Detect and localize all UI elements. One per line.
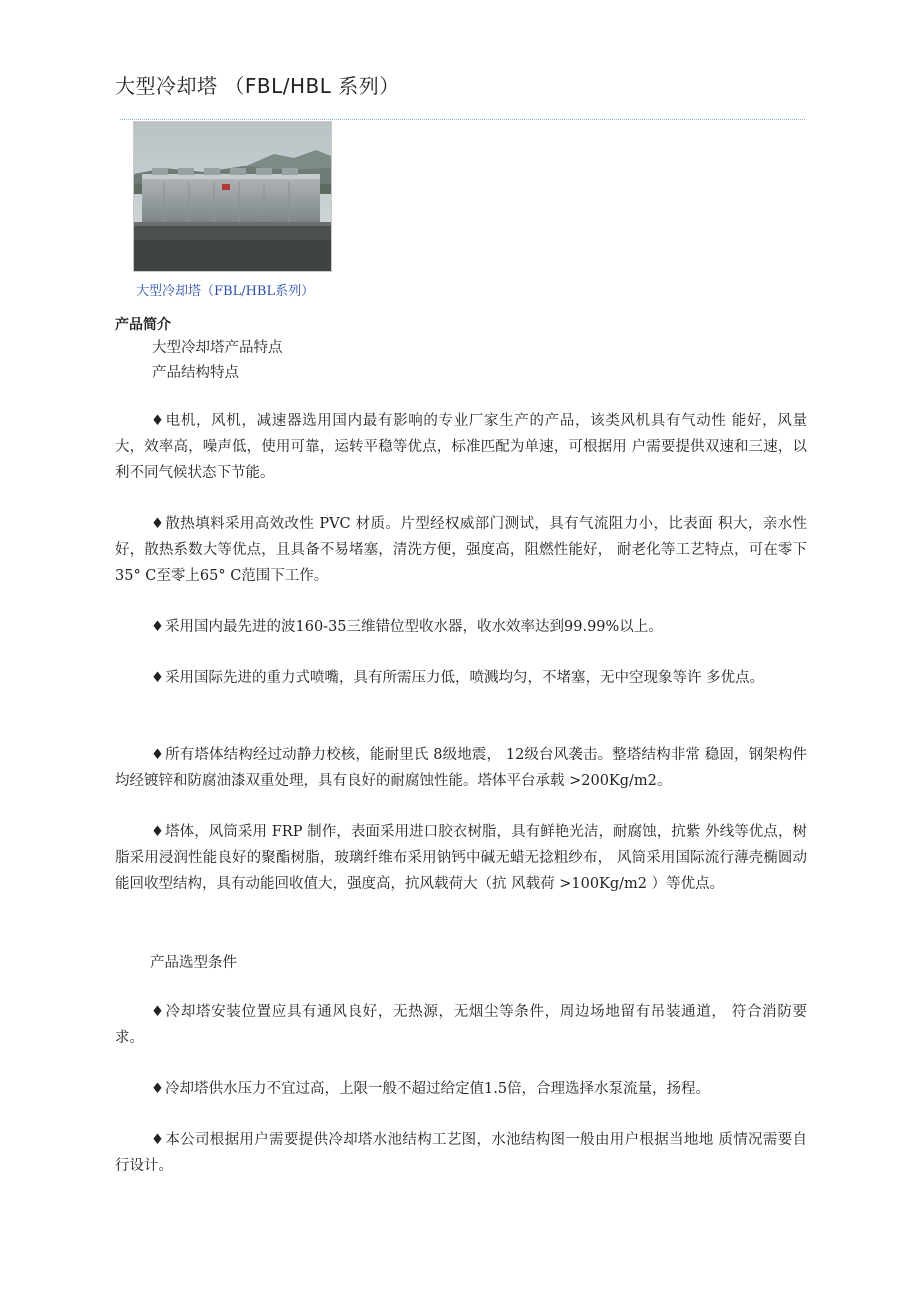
selection-paragraph [115, 1127, 807, 1179]
feature-paragraph [115, 819, 807, 897]
feature-paragraph [115, 614, 807, 640]
feature-paragraph [115, 511, 807, 589]
selection-paragraph [115, 1076, 807, 1102]
feature-paragraph [115, 742, 807, 794]
title-divider [120, 119, 805, 120]
feature-text: 采用国际先进的重力式喷嘴，具有所需压力低，喷溅均匀，不堵塞，无中空现象等许 多优点。 [165, 670, 765, 686]
selection-paragraph [115, 999, 807, 1051]
feature-text: 电机，风机，减速器选用国内最有影响的专业厂家生产的产品，该类风机具有气动性 能好，风量大，效率高，噪声低，使用可靠，运转平稳等优点，标准匹配为单速，可根据用 户需要提供双速和三速，以利不同气候状态下节能。 [115, 413, 808, 481]
feature-paragraph [115, 408, 807, 486]
bullet-icon: ♦ [151, 824, 165, 840]
bullet-icon: ♦ [151, 1132, 165, 1148]
selection-text: 本公司根据用户需要提供冷却塔水池结构工艺图，水池结构图一般由用户根据当地地 质情况需要自行设计。 [115, 1132, 808, 1174]
page-title: 大型冷却塔 （FBL/HBL 系列） [115, 74, 400, 98]
feature-text: 散热填料采用高效改性 PVC 材质。片型经权威部门测试，具有气流阻力小，比表面 积大，亲水性好，散热系数大等优点，且具备不易堵塞，清洗方便，强度高，阻燃性能好， 耐老化等工艺特点，可在零下35° C至零上65° C范围下工作。 [115, 516, 808, 584]
cooling-tower-photo [133, 121, 332, 272]
selection-text: 冷却塔供水压力不宜过高，上限一般不超过给定值1.5倍，合理选择水泵流量，扬程。 [165, 1081, 711, 1097]
feature-text: 塔体，风筒采用 FRP 制作，表面采用进口胶衣树脂，具有鲜艳光洁，耐腐蚀，抗紫 外线等优点，树脂采用浸润性能良好的聚酯树脂，玻璃纤维布采用钠钙中碱无蜡无捻粗纱布， 风筒采用国际流行薄壳椭圆动能回收型结构，具有动能回收值大，强度高，抗风载荷大（抗 风载荷 >100Kg/m2 ）等优点。 [115, 824, 808, 892]
bullet-icon: ♦ [151, 670, 164, 686]
selection-heading: 产品选型条件 [150, 955, 237, 971]
feature-paragraph [115, 665, 807, 691]
bullet-icon: ♦ [151, 1081, 164, 1097]
bullet-icon: ♦ [151, 619, 164, 635]
bullet-icon: ♦ [151, 413, 165, 429]
subheading-features: 大型冷却塔产品特点 [152, 340, 283, 356]
bullet-icon: ♦ [151, 1004, 165, 1020]
photo-caption: 大型冷却塔（FBL/HBL系列） [136, 284, 315, 299]
bullet-icon: ♦ [151, 747, 165, 763]
feature-text: 采用国内最先进的波160-35三维错位型收水器，收水效率达到99.99%以上。 [165, 619, 663, 635]
feature-text: 所有塔体结构经过动静力校核，能耐里氏 8级地震， 12级台风袭击。整塔结构非常 稳固，钢架构件均经镀锌和防腐油漆双重处理，具有良好的耐腐蚀性能。塔体平台承载 >200Kg/m2。 [115, 747, 808, 789]
section-heading-intro: 产品简介 [115, 317, 171, 333]
subheading-structure: 产品结构特点 [152, 365, 239, 381]
selection-text: 冷却塔安装位置应具有通风良好，无热源，无烟尘等条件，周边场地留有吊装通道， 符合消防要求。 [115, 1004, 808, 1046]
bullet-icon: ♦ [151, 516, 165, 532]
